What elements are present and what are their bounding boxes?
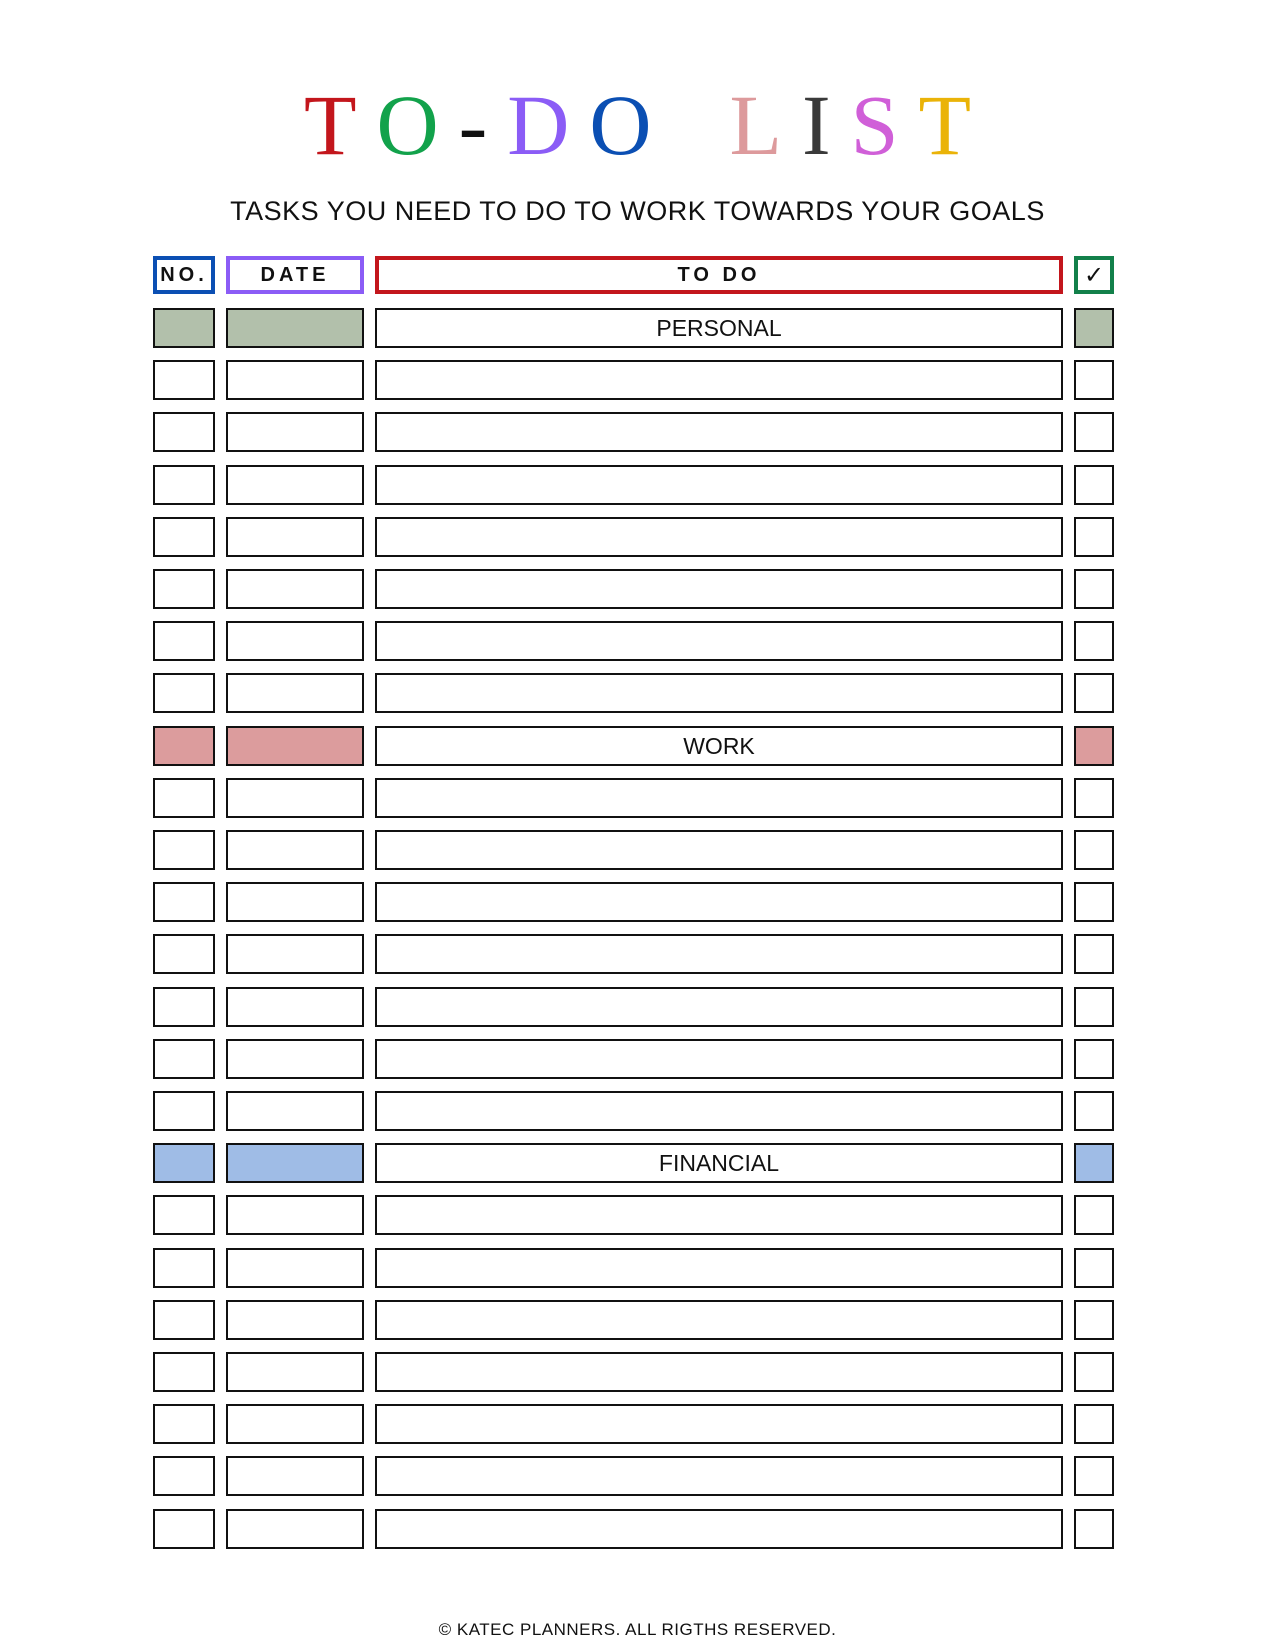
- date-cell[interactable]: [226, 465, 364, 505]
- title-letter: L: [729, 77, 783, 173]
- title-letter: O: [589, 77, 652, 173]
- section-swatch: [153, 1143, 215, 1183]
- section-swatch[interactable]: [226, 308, 364, 348]
- no-cell: [153, 778, 215, 818]
- check-cell[interactable]: [1074, 621, 1114, 661]
- todo-cell[interactable]: [375, 934, 1063, 974]
- check-cell[interactable]: [1074, 673, 1114, 713]
- no-cell: [153, 569, 215, 609]
- todo-cell[interactable]: [375, 1195, 1063, 1235]
- check-cell[interactable]: [1074, 465, 1114, 505]
- section-swatch[interactable]: [226, 726, 364, 766]
- title-letter: T: [303, 77, 357, 173]
- header-todo: TO DO: [375, 256, 1063, 294]
- todo-cell[interactable]: [375, 1352, 1063, 1392]
- check-cell[interactable]: [1074, 934, 1114, 974]
- no-cell: [153, 1352, 215, 1392]
- date-cell[interactable]: [226, 412, 364, 452]
- todo-cell[interactable]: [375, 673, 1063, 713]
- todo-cell[interactable]: [375, 1039, 1063, 1079]
- title-letter: I: [802, 77, 831, 173]
- date-cell[interactable]: [226, 1248, 364, 1288]
- todo-cell[interactable]: [375, 1300, 1063, 1340]
- check-cell[interactable]: [1074, 1195, 1114, 1235]
- section-swatch[interactable]: [226, 1143, 364, 1183]
- no-cell: [153, 621, 215, 661]
- check-cell[interactable]: [1074, 1352, 1114, 1392]
- section-swatch[interactable]: [1074, 308, 1114, 348]
- check-cell[interactable]: [1074, 1404, 1114, 1444]
- no-cell: [153, 673, 215, 713]
- check-cell[interactable]: [1074, 1300, 1114, 1340]
- title-letter: S: [850, 77, 899, 173]
- todo-cell[interactable]: [375, 412, 1063, 452]
- date-cell[interactable]: [226, 360, 364, 400]
- no-cell: [153, 830, 215, 870]
- check-cell[interactable]: [1074, 830, 1114, 870]
- section-label: PERSONAL: [375, 308, 1063, 348]
- check-cell[interactable]: [1074, 1456, 1114, 1496]
- no-cell: [153, 1509, 215, 1549]
- no-cell: [153, 882, 215, 922]
- check-cell[interactable]: [1074, 412, 1114, 452]
- todo-cell[interactable]: [375, 569, 1063, 609]
- todo-cell[interactable]: [375, 1248, 1063, 1288]
- todo-cell[interactable]: [375, 465, 1063, 505]
- section-swatch: [153, 308, 215, 348]
- todo-cell[interactable]: [375, 778, 1063, 818]
- page-title: [0, 70, 1275, 180]
- check-cell[interactable]: [1074, 1509, 1114, 1549]
- no-cell: [153, 1404, 215, 1444]
- title-letter: -: [458, 77, 488, 173]
- section-swatch[interactable]: [1074, 726, 1114, 766]
- date-cell[interactable]: [226, 882, 364, 922]
- date-cell[interactable]: [226, 1091, 364, 1131]
- date-cell[interactable]: [226, 778, 364, 818]
- title-letter: O: [376, 77, 439, 173]
- section-label: FINANCIAL: [375, 1143, 1063, 1183]
- no-cell: [153, 1091, 215, 1131]
- todo-cell[interactable]: [375, 360, 1063, 400]
- check-cell[interactable]: [1074, 987, 1114, 1027]
- todo-cell[interactable]: [375, 1456, 1063, 1496]
- todo-cell[interactable]: [375, 621, 1063, 661]
- no-cell: [153, 412, 215, 452]
- date-cell[interactable]: [226, 1456, 364, 1496]
- no-cell: [153, 934, 215, 974]
- date-cell[interactable]: [226, 1039, 364, 1079]
- copyright-footer: © KATEC PLANNERS. ALL RIGTHS RESERVED.: [438, 1620, 837, 1639]
- no-cell: [153, 987, 215, 1027]
- no-cell: [153, 1300, 215, 1340]
- date-cell[interactable]: [226, 1195, 364, 1235]
- date-cell[interactable]: [226, 569, 364, 609]
- todo-cell[interactable]: [375, 517, 1063, 557]
- no-cell: [153, 465, 215, 505]
- date-cell[interactable]: [226, 1300, 364, 1340]
- check-cell[interactable]: [1074, 1091, 1114, 1131]
- check-cell[interactable]: [1074, 882, 1114, 922]
- check-cell[interactable]: [1074, 517, 1114, 557]
- date-cell[interactable]: [226, 987, 364, 1027]
- check-cell[interactable]: [1074, 1248, 1114, 1288]
- check-cell[interactable]: [1074, 778, 1114, 818]
- date-cell[interactable]: [226, 1404, 364, 1444]
- date-cell[interactable]: [226, 621, 364, 661]
- todo-cell[interactable]: [375, 1404, 1063, 1444]
- date-cell[interactable]: [226, 517, 364, 557]
- title-letter: D: [507, 77, 570, 173]
- todo-cell[interactable]: [375, 882, 1063, 922]
- page-subtitle: TASKS YOU NEED TO DO TO WORK TOWARDS YOUR GOALS: [230, 196, 1045, 226]
- section-swatch: [153, 726, 215, 766]
- section-label: WORK: [375, 726, 1063, 766]
- no-cell: [153, 1456, 215, 1496]
- check-cell[interactable]: [1074, 360, 1114, 400]
- no-cell: [153, 1039, 215, 1079]
- no-cell: [153, 517, 215, 557]
- todo-cell[interactable]: [375, 987, 1063, 1027]
- check-cell[interactable]: [1074, 569, 1114, 609]
- header-check-icon: ✓: [1074, 256, 1114, 294]
- title-letter: [671, 70, 709, 180]
- date-cell[interactable]: [226, 1509, 364, 1549]
- todo-cell[interactable]: [375, 1091, 1063, 1131]
- no-cell: [153, 360, 215, 400]
- date-cell[interactable]: [226, 1352, 364, 1392]
- todo-cell[interactable]: [375, 830, 1063, 870]
- todo-cell[interactable]: [375, 1509, 1063, 1549]
- no-cell: [153, 1195, 215, 1235]
- date-cell[interactable]: [226, 673, 364, 713]
- date-cell[interactable]: [226, 934, 364, 974]
- no-cell: [153, 1248, 215, 1288]
- section-swatch[interactable]: [1074, 1143, 1114, 1183]
- title-letter: T: [918, 77, 972, 173]
- check-cell[interactable]: [1074, 1039, 1114, 1079]
- date-cell[interactable]: [226, 830, 364, 870]
- header-date: DATE: [226, 256, 364, 294]
- header-no: NO.: [153, 256, 215, 294]
